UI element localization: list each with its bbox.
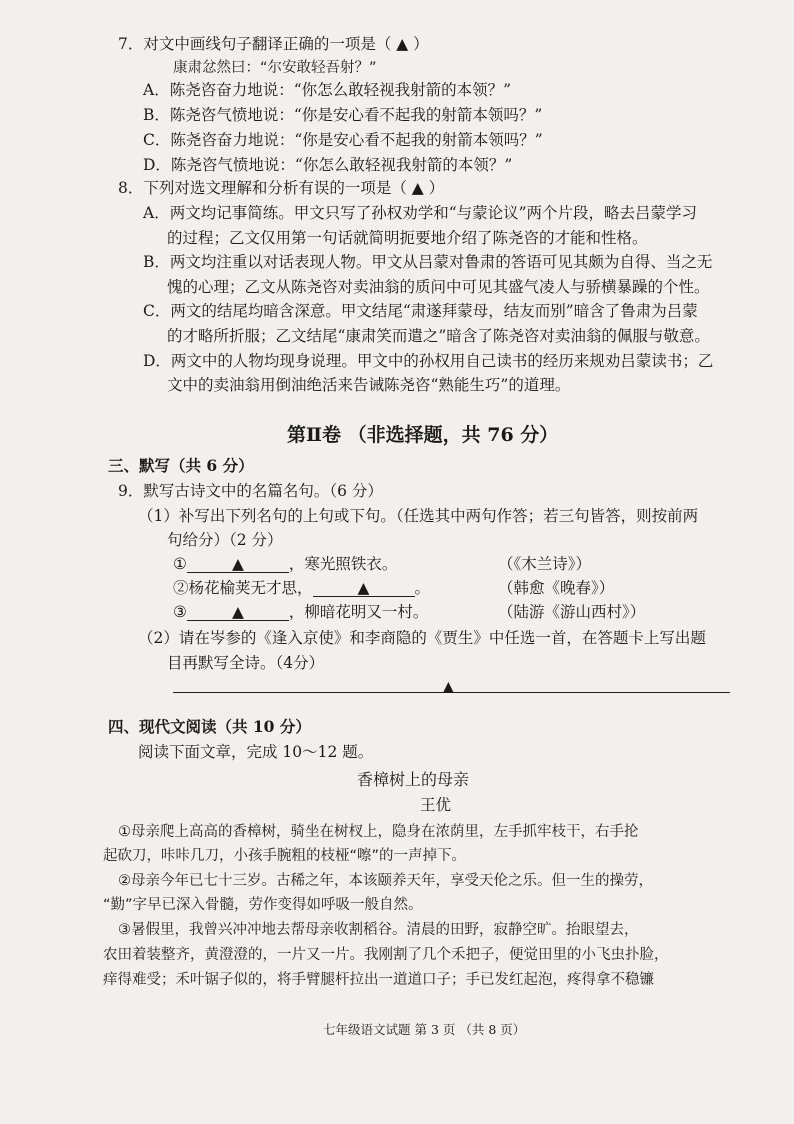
fill-source-2: （韩愈《晚春》） [498,579,615,597]
article-line: 起砍刀，咔咔几刀，小孩手腕粗的枝桠“嚓”的一声掉下。 [103,848,467,864]
q7-option-b: B．陈尧咨气愤地说：“你是安心看不起我的射箭本领吗？” [143,106,543,124]
article-line: ②母亲今年已七十三岁。古稀之年，本该颐养天年，享受天伦之乐。但一生的操劳， [118,873,653,889]
answer-blank[interactable]: ▲ [187,602,289,621]
q8-line: 的过程；乙文仅用第一句话就简明扼要地介绍了陈尧咨的才能和性格。 [167,229,648,247]
article-line: ③暑假里，我曾兴冲冲地去帮母亲收割稻谷。清晨的田野，寂静空旷。抬眼望去， [118,922,639,938]
q9-sub1-cont: 句给分）（2 分） [167,531,283,549]
reading-intro: 阅读下面文章，完成 10～12 题。 [138,743,374,761]
article-title: 香樟树上的母亲 [357,770,470,789]
q9-stem: 9．默写古诗文中的名篇名句。（6 分） [118,482,383,500]
section3-title: 三、默写（共 6 分） [108,456,254,475]
q9-sub2-cont: 目再默写全诗。（4分） [167,654,325,672]
q8-line: A．两文均记事简练。甲文只写了孙权劝学和“与蒙论议”两个片段，略去吕蒙学习 [143,204,698,222]
part2-title: 第Ⅱ卷 （非选择题，共 76 分） [287,424,559,446]
q7-option-a: A．陈尧咨奋力地说：“你怎么敢轻视我射箭的本领？” [143,81,512,99]
article-line: “勤”字早已深入骨髓，劳作变得如呼吸一般自然。 [103,897,423,913]
fill-source-3: （陆游《游山西村》） [498,603,646,621]
page-footer: 七年级语文试题 第 3 页 （共 8 页） [323,1022,526,1037]
q7-quote: 康肃忿然曰：“尔安敢轻吾射？” [173,60,377,76]
article-author: 王优 [420,796,452,814]
fill-item-2: ②杨花榆荚无才思， ▲ 。 [173,579,431,597]
q8-line: B．两文均注重以对话表现人物。甲文从吕蒙对鲁肃的答语可见其颇为自得、当之无 [143,253,713,271]
answer-mark: ▲ [443,679,454,695]
q8-stem: 8．下列对选文理解和分析有误的一项是（ ▲ ） [118,179,445,197]
q7-stem: 7．对文中画线句子翻译正确的一项是（ ▲ ） [118,35,429,53]
q8-line: 愧的心理；乙文从陈尧咨对卖油翁的质问中可见其盛气凌人与骄横暴躁的个性。 [167,278,710,296]
q7-option-d: D．陈尧咨气愤地说：“你怎么敢轻视我射箭的本领？” [143,156,513,174]
q8-line: 文中的卖油翁用倒油绝活来告诫陈尧咨“熟能生巧”的道理。 [167,376,571,394]
q8-line: C．两文的结尾均暗含深意。甲文结尾“肃遂拜蒙母，结友而别”暗含了鲁肃为吕蒙 [143,302,698,320]
fill-source-1: （《木兰诗》） [498,555,592,573]
q8-line: 的才略所折服；乙文结尾“康肃笑而遣之”暗含了陈尧咨对卖油翁的佩服与敬意。 [167,327,710,345]
q9-sub2: （2）请在岑参的《逢入京使》和李商隐的《贾生》中任选一首，在答题卡上写出题 [138,629,706,647]
answer-blank[interactable]: ▲ [187,554,289,573]
q9-sub1: （1）补写出下列名句的上句或下句。（任选其中两句作答；若三句皆答，则按前两 [138,507,699,525]
article-line: 痒得难受；禾叶锯子似的，将手臂腿杆拉出一道道口子；手已发红起泡，疼得拿不稳镰 [103,972,654,988]
article-line: ①母亲爬上高高的香樟树，骑坐在树杈上，隐身在浓荫里，左手抓牢枝干，右手抡 [118,824,639,840]
q8-line: D．两文中的人物均现身说理。甲文中的孙权用自己读书的经历来规劝吕蒙读书；乙 [143,352,714,370]
fill-item-3: ③ ▲ ，柳暗花明又一村。 [173,603,429,621]
article-line: 农田着装整齐，黄澄澄的，一片又一片。我刚割了几个禾把子，便觉田里的小飞虫扑脸， [103,947,669,963]
section4-title: 四、现代文阅读（共 10 分） [108,717,311,736]
answer-blank[interactable]: ▲ [313,578,415,597]
fill-item-1: ① ▲ ，寒光照铁衣。 [173,555,398,573]
q7-option-c: C．陈尧咨奋力地说：“你是安心看不起我的射箭本领吗？” [143,131,543,149]
